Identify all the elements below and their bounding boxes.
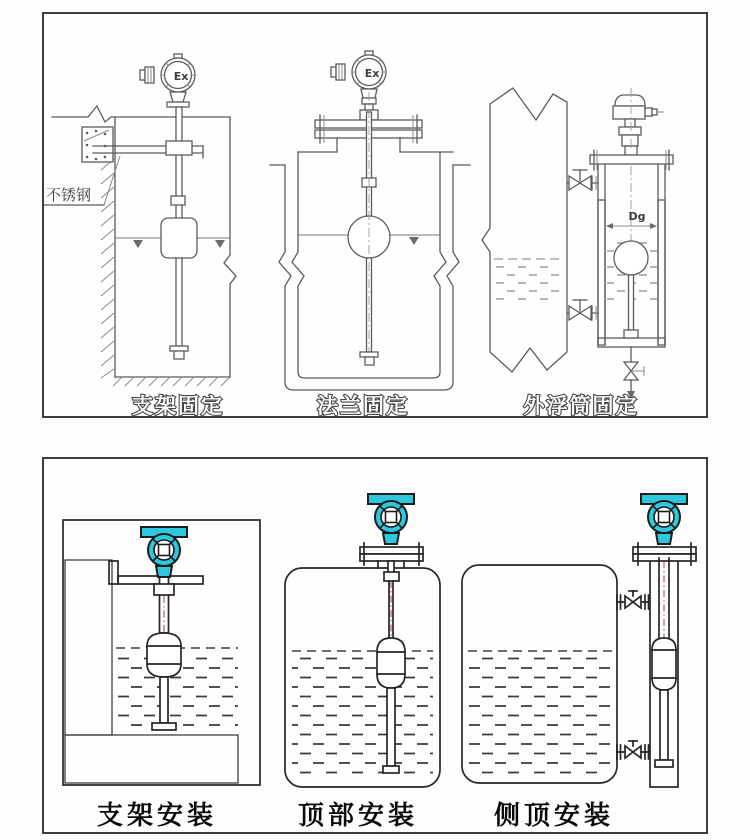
ceiling-line	[52, 106, 230, 122]
brick-wall	[65, 560, 112, 735]
installation-methods-drawing	[44, 459, 706, 832]
valve-icon	[617, 741, 649, 759]
rod-foot	[152, 723, 176, 730]
dg-label: Dg	[628, 210, 646, 223]
tank-wall-with-break	[224, 117, 236, 377]
caption-bracket-install: 支架安装	[96, 801, 218, 831]
caption-top-install: 顶部安装	[297, 801, 419, 831]
rod-collar	[624, 330, 638, 338]
diagram-external-chamber-fixing	[482, 88, 673, 416]
stem-rod-lower	[160, 677, 168, 723]
diagram-bracket-install	[63, 520, 260, 831]
ex-label-1: Ex	[173, 70, 189, 83]
transmitter	[641, 494, 687, 544]
process-tank-outline	[482, 88, 567, 372]
liquid	[468, 656, 612, 776]
chamber-transmitter-head	[613, 95, 664, 155]
transmitter-head-ex-1	[140, 54, 195, 107]
caption-external-chamber-fixing: 外浮筒固定	[523, 394, 639, 416]
level-mark-icon	[133, 240, 143, 248]
sphere-float	[614, 241, 648, 275]
rod-foot	[383, 766, 399, 773]
chamber-diameter-callout	[606, 210, 657, 229]
diagram-side-top-install	[462, 494, 696, 831]
stem-rod-lower	[387, 688, 395, 766]
level-mark-icon	[409, 237, 419, 245]
valve-icon	[569, 300, 591, 320]
transmitter	[141, 527, 187, 577]
brick-floor	[65, 735, 238, 783]
wall-angle-bracket	[109, 561, 118, 584]
mounting-plate	[82, 127, 113, 162]
rod-clamp	[166, 141, 192, 155]
diagram-bracket-fixing	[44, 54, 236, 416]
rod-foot-block	[174, 351, 184, 359]
float	[147, 633, 181, 677]
rod-foot	[360, 352, 378, 357]
stainless-steel-label: 不锈钢	[46, 186, 92, 204]
transmitter-head-ex-2	[331, 51, 386, 120]
upper-pipe-valve	[617, 591, 650, 609]
liquid	[292, 656, 433, 778]
level-mark-icon	[215, 240, 225, 248]
rod-foot	[655, 760, 673, 767]
upper-isolation-valve	[567, 170, 598, 190]
rod-collar	[171, 196, 185, 205]
guide-rod	[629, 275, 634, 330]
transmitter	[368, 494, 414, 544]
fixing-methods-drawing	[44, 14, 706, 416]
installation-methods-panel	[42, 457, 708, 834]
stem-collar	[154, 584, 174, 595]
diagram-top-install	[285, 494, 440, 831]
float	[652, 638, 676, 690]
rod-foot-block	[365, 357, 374, 365]
stem-rod-lower	[660, 690, 668, 760]
rod-foot	[170, 346, 188, 351]
lower-pipe-valve	[617, 741, 650, 759]
valve-icon	[617, 591, 649, 609]
float	[377, 638, 405, 688]
caption-bracket-fixing: 支架固定	[132, 394, 224, 416]
valve-icon	[569, 170, 591, 190]
lower-isolation-valve	[567, 300, 598, 320]
ex-label-2: Ex	[364, 67, 380, 80]
float	[161, 218, 197, 258]
fixing-methods-panel	[42, 12, 708, 418]
stem-collar	[384, 572, 399, 581]
drain-valve	[624, 347, 644, 400]
diagram-flange-fixing	[270, 51, 470, 416]
caption-flange-fixing: 法兰固定	[317, 394, 409, 416]
ground-line	[113, 377, 230, 386]
tank-liquid	[494, 264, 562, 306]
caption-side-top-install: 侧顶安装	[493, 801, 615, 831]
